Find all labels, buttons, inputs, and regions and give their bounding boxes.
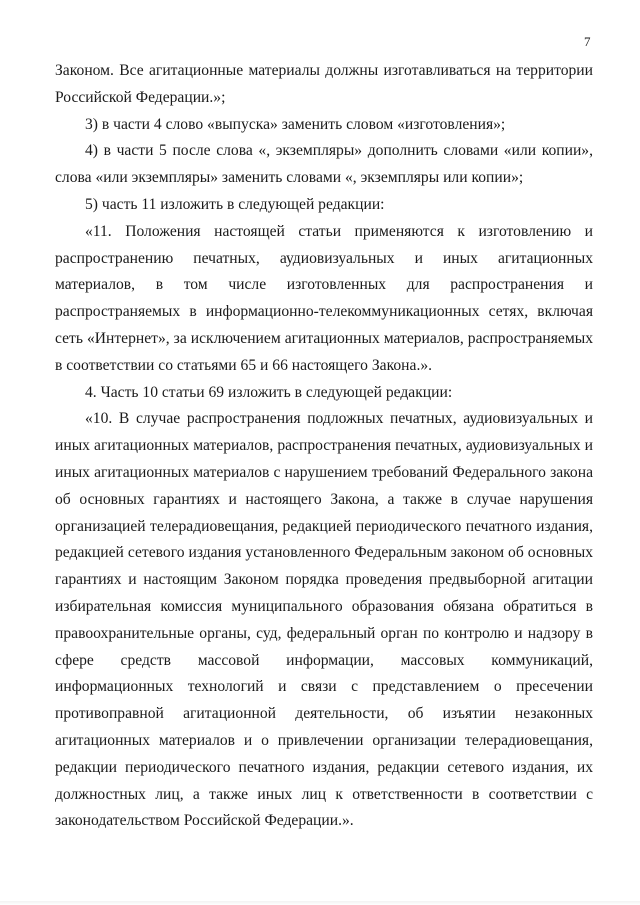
scan-edge: [0, 901, 640, 905]
document-body: [55, 58, 593, 835]
paragraph-item-3: 3) в части 4 слово «выпуска» заменить словом «изготовления»;: [85, 115, 506, 133]
paragraph-item-5: 5) часть 11 изложить в следующей редакции:: [85, 195, 385, 213]
paragraph-part-11-text: «11. Положения настоящей статьи применяются к изготовлению и распространению печатных, аудиовизуальных и иных агитационных материалов, в том числе изготовленных для распространения и распространяемых в информационно-телекоммуникационных сетях, включая сеть «Интернет», за исключением агитационных материалов, распространяемых в соответствии со статьями 65 и 66 настоящего Закона.».: [55, 222, 593, 374]
paragraph-part-10-text: «10. В случае распространения подложных печатных, аудиовизуальных и иных агитационных материалов, распространения печатных, аудиовизуальных и иных агитационных материалов с нарушением требований Федерального закона об основных гарантиях и настоящего Закона, а также в случае нарушения организацией телерадиовещания, редакцией периодического печатного издания, редакцией сетевого издания установленного Федеральным законом об основных гарантиях и настоящим Законом порядка проведения предвыборной агитации избирательная комиссия муниципального образования обязана обратиться в правоохранительные органы, суд, федеральный орган по контролю и надзору в сфере средств массовой информации, массовых коммуникаций, информационных технологий и связи с представлением о пресечении противоправной агитационной деятельности, об изъятии незаконных агитационных материалов и о привлечении организации телерадиовещания, редакции периодического печатного издания, редакции сетевого издания, их должностных лиц, а также иных лиц к ответственности в соответствии с законодательством Российской Федерации.».: [55, 410, 593, 830]
page-number: 7: [584, 34, 591, 49]
paragraph-item-4: 4) в части 5 после слова «, экземпляры» дополнить словами «или копии», слова «или экземпляры» заменить словами «, экземпляры или копии»;: [55, 142, 593, 187]
paragraph-section-4: 4. Часть 10 статьи 69 изложить в следующей редакции:: [85, 383, 453, 401]
paragraph-continuation: Законом. Все агитационные материалы должны изготавливаться на территории Российской Федерации.»;: [55, 62, 593, 106]
